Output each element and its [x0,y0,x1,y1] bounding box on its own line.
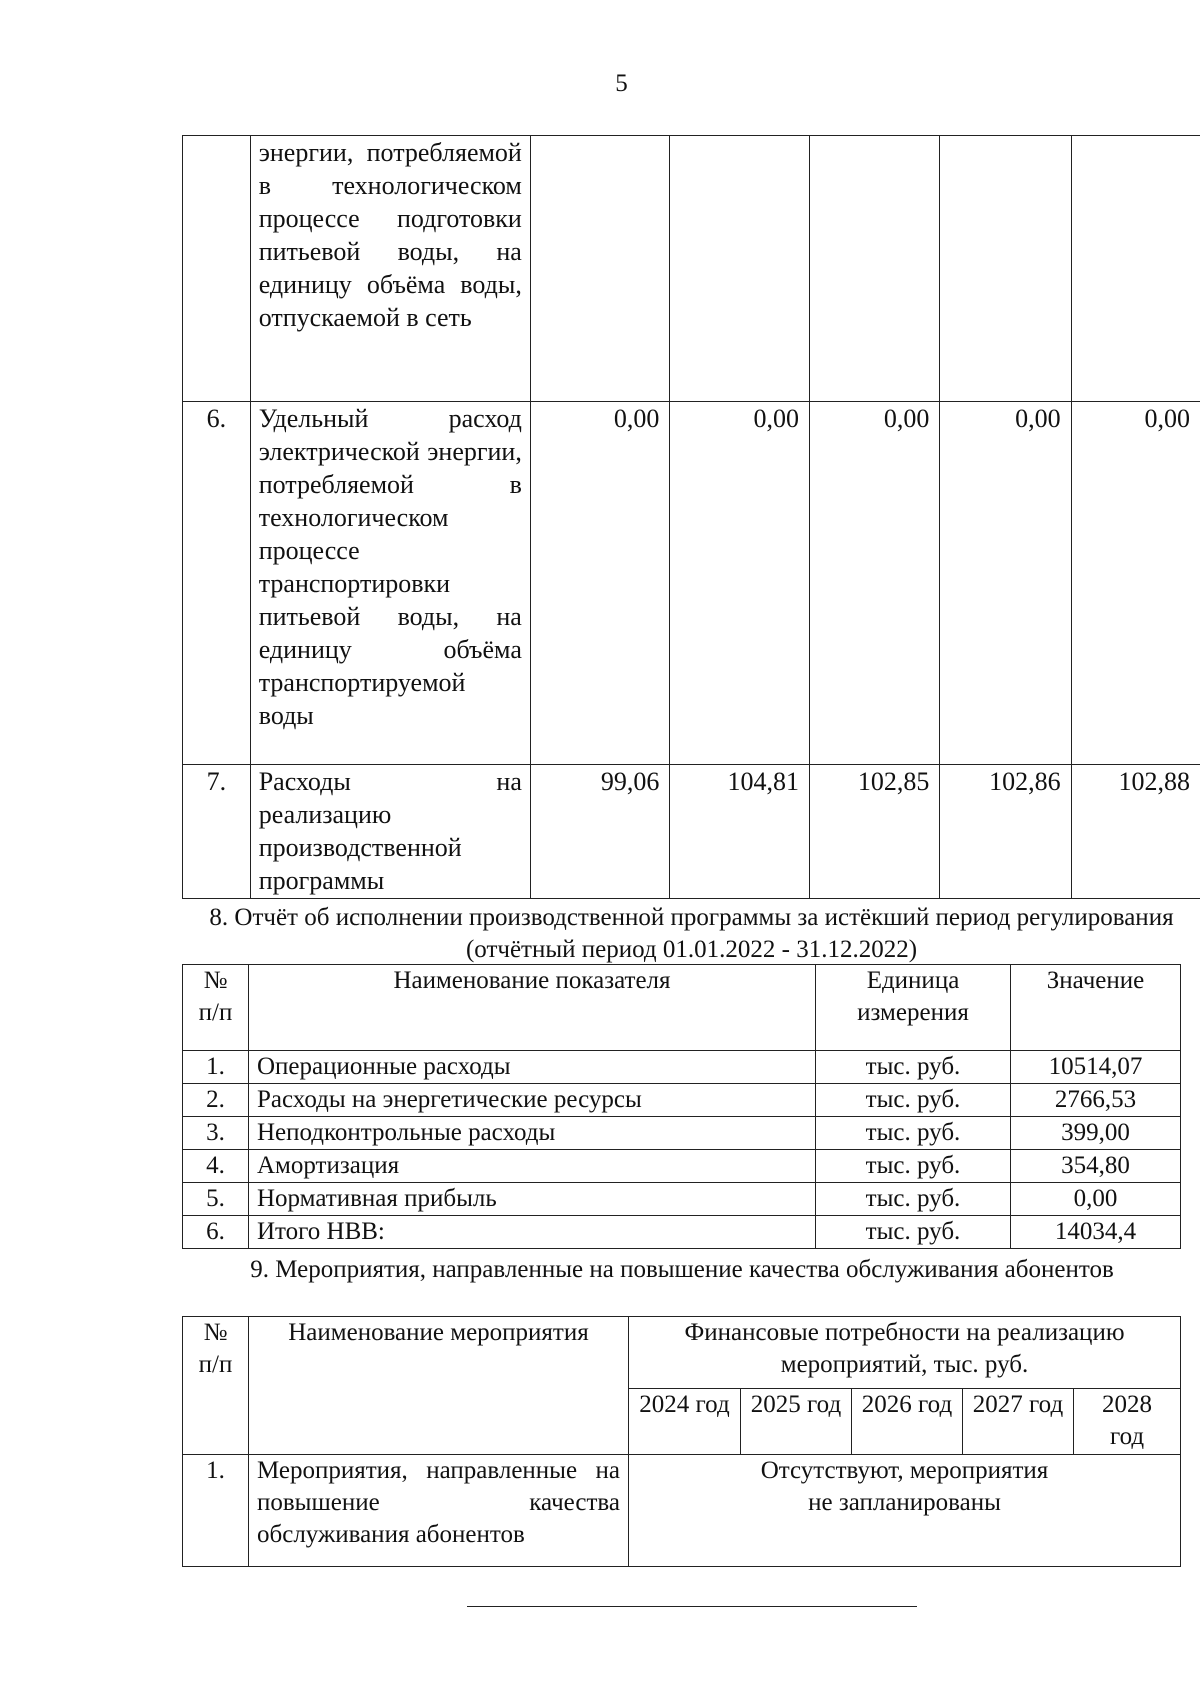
value: 10514,07 [1011,1051,1181,1084]
table-row [183,402,1200,765]
unit: тыс. руб. [816,1117,1011,1150]
row-index: 4. [183,1150,249,1183]
value-2027: 102,86 [940,765,1071,899]
year-header: 2024 год [629,1389,741,1455]
section-8-title: 8. Отчёт об исполнении производственной программы за истёкший период регулирования (отчётный период 01.01.2022 - 31.12.2022) [209,904,1174,963]
value-2026 [809,136,939,402]
value-2028: 0,00 [1071,402,1200,765]
year-header: 2028 год [1074,1389,1181,1455]
indicator-name: Удельный расход электрической энергии, потребляемой в технологическом процессе транспортировки питьевой воды, на единицу объёма транспортируемой воды [250,402,530,765]
unit: тыс. руб. [816,1084,1011,1117]
table-row [183,136,1200,402]
end-divider [467,1606,917,1607]
row-index: 5. [183,1183,249,1216]
table-row [183,1051,1181,1084]
column-header-name: Наименование показателя [249,965,816,1051]
indicator-name: Расходы на реализацию производственной программы [250,765,530,899]
indicator-name: Неподконтрольные расходы [249,1117,816,1150]
column-header-value: Значение [1011,965,1181,1051]
row-index [183,136,251,402]
measure-status [629,1455,1181,1567]
unit: тыс. руб. [816,1150,1011,1183]
row-index: 1. [183,1051,249,1084]
value-2026: 102,85 [809,765,939,899]
section-9-title: 9. Мероприятия, направленные на повышение качества обслуживания абонентов [250,1256,1114,1283]
row-index: 6. [183,402,251,765]
indicator-name: Нормативная прибыль [249,1183,816,1216]
value-2025: 0,00 [670,402,810,765]
row-index: 6. [183,1216,249,1249]
indicator-name: Расходы на энергетические ресурсы [249,1084,816,1117]
value-2028 [1071,136,1200,402]
table-row [183,1455,1181,1567]
page-number: 5 [615,70,628,97]
column-header-finance: Финансовые потребности на реализацию мероприятий, тыс. руб. [629,1317,1181,1389]
indicator-name: Амортизация [249,1150,816,1183]
row-index: 1. [183,1455,249,1567]
year-header: 2026 год [852,1389,963,1455]
value-2026: 0,00 [809,402,939,765]
report-table [182,964,1181,1249]
table-row [183,1117,1181,1150]
measure-name: Мероприятия, направленные на повышение качества обслуживания абонентов [249,1455,629,1567]
row-index: 2. [183,1084,249,1117]
table-row [183,1150,1181,1183]
value-2028: 102,88 [1071,765,1200,899]
value: 354,80 [1011,1150,1181,1183]
table-row [183,1084,1181,1117]
indicator-name: энергии, потребляемой в технологическом процессе подготовки питьевой воды, на единицу объёма воды, отпускаемой в сеть [250,136,530,402]
column-header-unit: Единица измерения [816,965,1011,1051]
table-row [183,1216,1181,1249]
value: 399,00 [1011,1117,1181,1150]
unit: тыс. руб. [816,1216,1011,1249]
value-2025: 104,81 [670,765,810,899]
value-2024 [530,136,670,402]
column-header-number: № п/п [183,965,249,1051]
table-row [183,1183,1181,1216]
value: 0,00 [1011,1183,1181,1216]
column-header-number: № п/п [183,1317,249,1455]
indicator-name: Операционные расходы [249,1051,816,1084]
value: 2766,53 [1011,1084,1181,1117]
indicators-table-continued [182,135,1200,899]
indicator-name: Итого НВВ: [249,1216,816,1249]
year-header: 2027 год [963,1389,1074,1455]
year-header: 2025 год [741,1389,852,1455]
row-index: 3. [183,1117,249,1150]
value-2024: 0,00 [530,402,670,765]
table-header-row [183,1317,1181,1389]
unit: тыс. руб. [816,1051,1011,1084]
value-2027: 0,00 [940,402,1071,765]
value: 14034,4 [1011,1216,1181,1249]
unit: тыс. руб. [816,1183,1011,1216]
measure-status-text: Отсутствуют, мероприятия не запланированы [760,1457,1049,1516]
value-2025 [670,136,810,402]
column-header-name: Наименование мероприятия [249,1317,629,1455]
row-index: 7. [183,765,251,899]
table-row [183,765,1200,899]
value-2027 [940,136,1071,402]
measures-table [182,1316,1181,1567]
table-header-row [183,965,1181,1051]
value-2024: 99,06 [530,765,670,899]
